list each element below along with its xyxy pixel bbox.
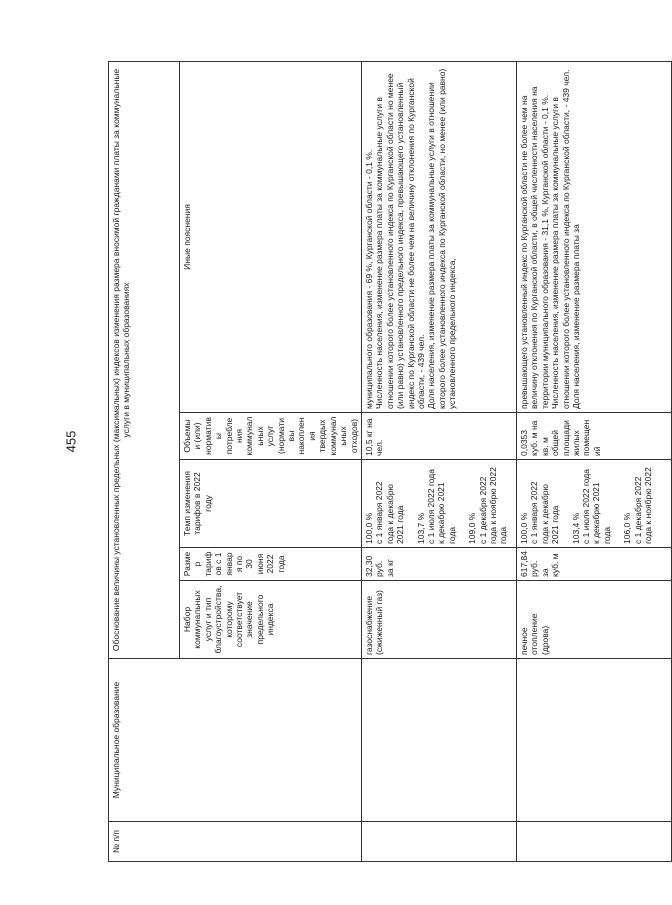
cell-tariff-size: 32,30 руб. за кг	[361, 548, 516, 581]
header-tariff-rate: Темп изменения тарифов в 2022 году	[180, 460, 362, 548]
tariff-justification-table	[108, 61, 672, 862]
rate-period: с 1 декабря 2022 года к ноябрю 2022	[632, 467, 653, 544]
cell-municipality	[516, 659, 671, 822]
header-tariff-size: Размер тарифов с 1 января по 30 июня 2022 года	[180, 548, 362, 581]
cell-volume: 10,5 кг на чел.	[361, 413, 516, 460]
header-municipality: Муниципальное образование	[109, 659, 362, 822]
cell-service-set: печное отопление (дрова)	[516, 581, 671, 659]
rate-period: с 1 декабря 2022 года к ноябрю 2022 года	[477, 467, 509, 544]
cell-service-set: газоснабжение (сжиженный газ)	[361, 581, 516, 659]
cell-tariff-rate	[361, 460, 516, 548]
header-service-set: Набор коммунальных услуг и тип благоустройства, которому соответствует значение предельного индекса	[180, 581, 362, 659]
table-row	[361, 61, 516, 861]
table-row	[516, 61, 671, 861]
rate-period: с 1 июля 2022 года к декабрю 2021 года	[580, 469, 612, 544]
cell-other-notes: превышающего установленный индекс по Курганской области не более чем на величину отклонения по Курганской области, в общей численности населения на территории муниципального образования - 31,1 %, Курганской области - 0,1 %. Численность населения, изменение размера платы за коммунальные услуги в отношении которого более установленного индекса по Курганской области, - 439 чел. Доля населения, изменение размера платы за	[516, 61, 671, 412]
rate-value: 109,0 %	[467, 512, 478, 544]
header-volume: Объемы и (или) нормативы потребления коммунальных услуг (нормативы накопления твердых коммунальных отходов)	[180, 413, 362, 460]
rotated-page-content	[108, 62, 653, 862]
rate-value: 103,7 %	[415, 512, 426, 544]
page-number: 455	[63, 430, 79, 453]
header-justification: Обоснование величины установленных предельных (максимальных) индексов изменения размера вносимой гражданами платы за коммунальные услуги в муниципальных образованиях	[109, 61, 180, 658]
cell-num	[516, 822, 671, 862]
cell-municipality	[361, 659, 516, 822]
cell-tariff-rate	[516, 460, 671, 548]
rate-period: с 1 июля 2022 года к декабрю 2021 года	[425, 469, 457, 544]
rate-period: с 1 января 2022 года к декабрю 2021 года	[374, 481, 406, 544]
rate-value: 100,0 %	[518, 512, 529, 544]
rate-value: 106,0 %	[622, 512, 633, 544]
rate-value: 100,0 %	[363, 512, 374, 544]
header-num: № п/п	[109, 822, 362, 862]
cell-other-notes: муниципального образования - 69 %, Курганской области - 0,1 %. Численность населения, изменение размера платы за коммунальные услуги в отношении которого более установленного индекса по Курганской области но менее (или равно) установленного предельного индекса, превышающего установленный индекс по Курганской области не более чем на величину отклонения по Курганской области, - 439 чел. Доля населения, изменение размера платы за коммунальные услуги в отношении которого более установленного индекса по Курганской области, но менее (или равно) установленного предельного индекса,	[361, 61, 516, 412]
cell-volume: 0,0353 куб. м на кв. м общей площади жилых помещений	[516, 413, 671, 460]
cell-num	[361, 822, 516, 862]
rate-period: с 1 января 2022 года к декабрю 2021 года	[529, 481, 561, 544]
header-other-notes: Иные пояснения	[180, 61, 362, 412]
cell-tariff-size: 617,84 руб. за куб. м	[516, 548, 671, 581]
rate-value: 103,4 %	[570, 512, 581, 544]
